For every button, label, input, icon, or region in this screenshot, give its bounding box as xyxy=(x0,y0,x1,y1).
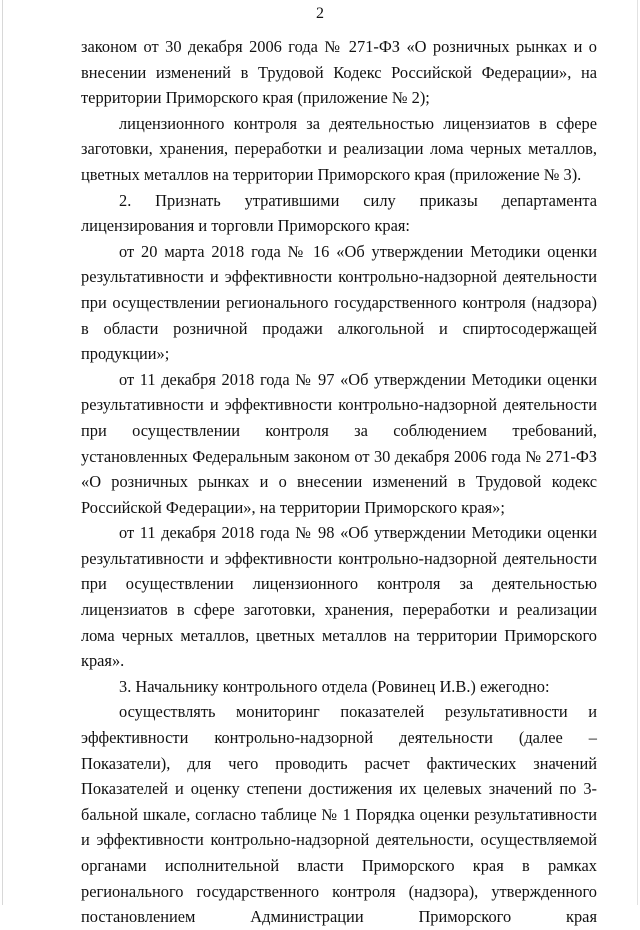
paragraph-law-271fz-continuation: законом от 30 декабря 2006 года № 271-ФЗ «О розничных рынках и о внесении изменений в Трудовой Кодекс Российской Федерации», на территории Приморского края (приложение № 2); xyxy=(81,37,597,108)
document-body xyxy=(81,34,597,930)
paragraph-licensing-control: лицензионного контроля за деятельностью лицензиатов в сфере заготовки, хранения, переработки и реализации лома черных металлов, цветных металлов на территории Приморского края (приложение № 3). xyxy=(81,113,597,184)
paragraph-order-97: от 11 декабря 2018 года № 97 «Об утверждении Методики оценки результативности и эффективности контрольно-надзорной деятельности при осуществлении контроля за соблюдением требований, установленных Федеральным законом от 30 декабря 2006 года № 271-ФЗ «О розничных рынках и о внесении изменений в Трудовой кодекс Российской Федерации», на территории Приморского края»; xyxy=(81,369,597,517)
paragraph-order-98: от 11 декабря 2018 года № 98 «Об утверждении Методики оценки результативности и эффективности контрольно-надзорной деятельности при осуществлении лицензионного контроля за деятельностью лицензиатов в сфере заготовки, хранения, переработки и реализации лома черных металлов, цветных металлов на территории Приморского края». xyxy=(81,523,597,671)
scan-edge-left xyxy=(2,0,3,905)
paragraph-order-16: от 20 марта 2018 года № 16 «Об утверждении Методики оценки результативности и эффективности контрольно-надзорной деятельности при осуществлении регионального государственного контроля (надзора) в области розничной продажи алкогольной и спиртосодержащей продукции»; xyxy=(81,241,597,364)
paragraph-monitoring: осуществлять мониторинг показателей результативности и эффективности контрольно-надзорной деятельности (далее – Показатели), для чего проводить расчет фактических значений Показателей и оценку степени достижения их целевых значений по 3-бальной шкале, согласно таблице № 1 Порядка оценки результативности и эффективности контрольно-надзорной деятельности, осуществляемой органами исполнительной власти Приморского края в рамках регионального государственного контроля (надзора), утвержденного постановлением Администрации Приморского края xyxy=(81,702,597,927)
scan-edge-right xyxy=(637,0,638,905)
paragraph-item-2: 2. Признать утратившими силу приказы департамента лицензирования и торговли Приморского края: xyxy=(81,190,597,236)
paragraph-item-3: 3. Начальнику контрольного отдела (Ровинец И.В.) ежегодно: xyxy=(119,676,550,696)
page-number: 2 xyxy=(316,5,324,22)
